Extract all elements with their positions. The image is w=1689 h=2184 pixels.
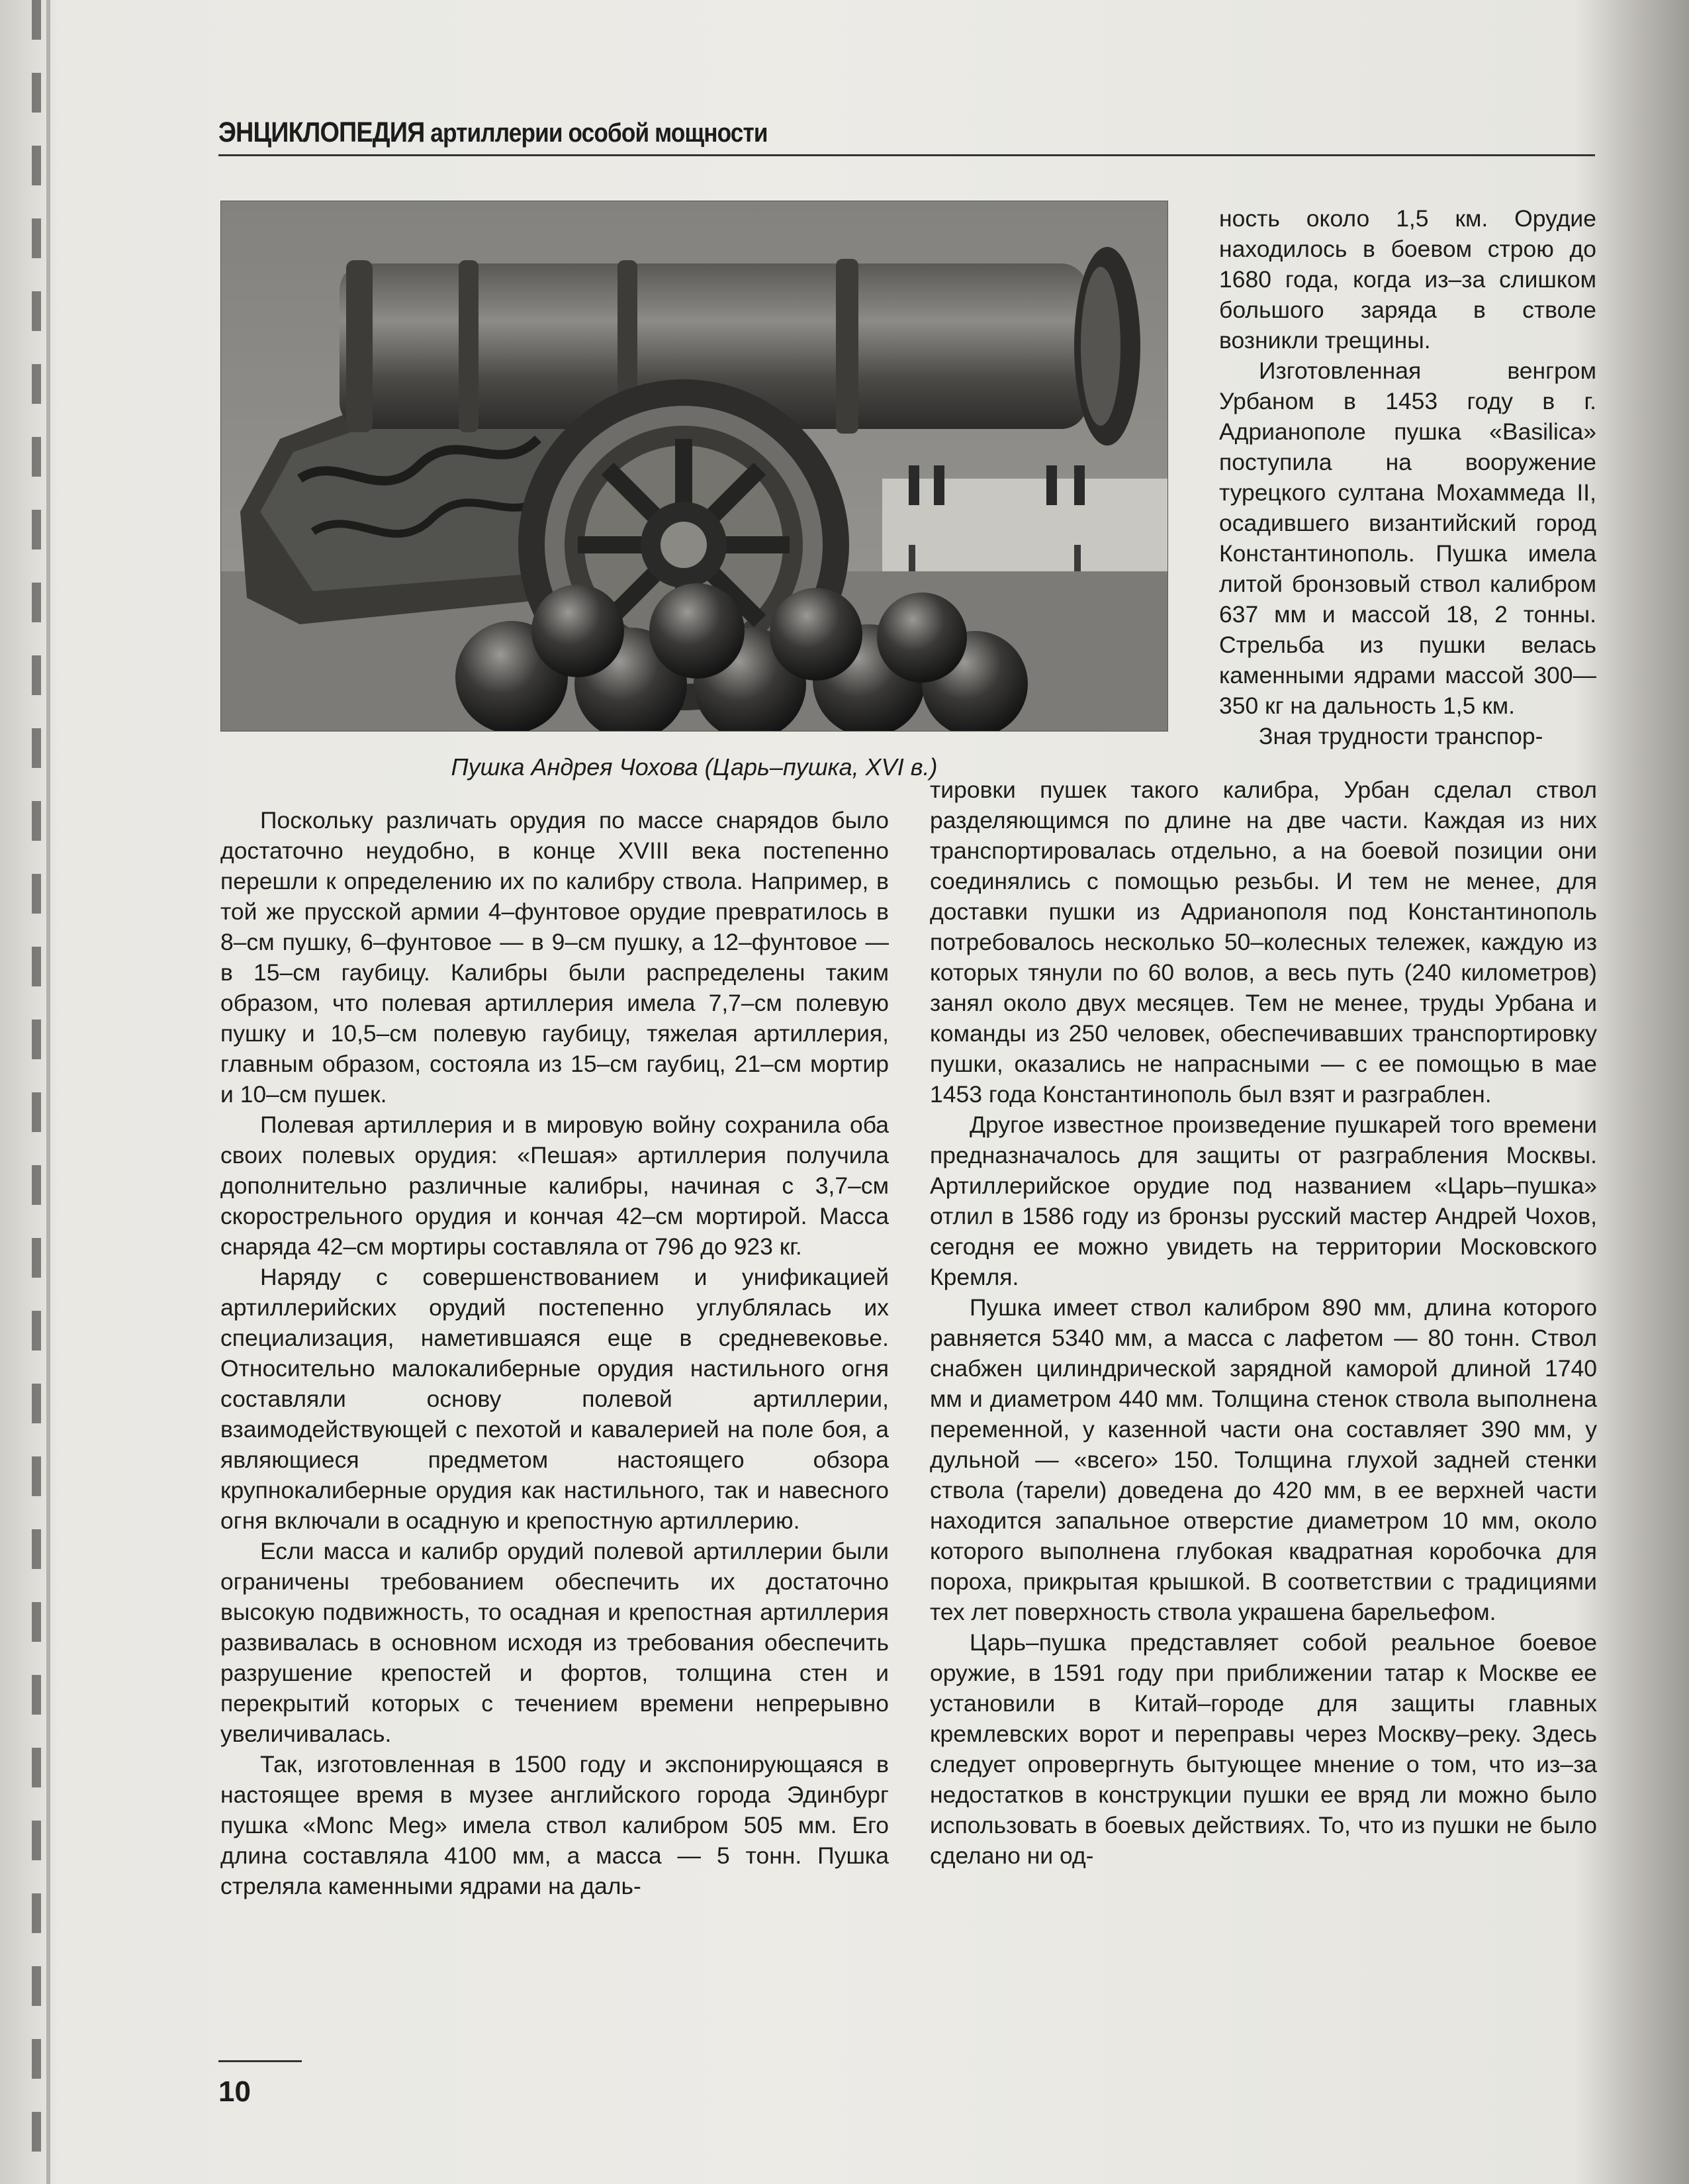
paragraph: Если масса и калибр орудий полевой артиллерии были ограничены требованием обеспечить их достаточно высокую подвижность, то осадная и крепостная артиллерия развивалась в основном исходя из требования обеспечить разрушение крепостей и фортов, толщина стен и перекрытий которых с течением времени непрерывно увеличивалась. <box>220 1538 889 1747</box>
header-title-bold: ЭНЦИКЛОПЕДИЯ <box>218 117 425 148</box>
paragraph: Другое известное произведение пушкарей того времени предназначалось для защиты от разграбления Москвы. Артиллерийское орудие под названием «Царь–пушка» отлил в 1586 году из бронзы русский мастер Андрей Чохов, сегодня ее можно увидеть на территории Московского Кремля. <box>930 1112 1597 1290</box>
book-spine-edge <box>46 0 50 2184</box>
paragraph: Наряду с совершенствованием и унификацией артиллерийских орудий постепенно углублялась их специализация, наметившаяся еще в средневековье. Относительно малокалиберные орудия настильного огня составляли основу полевой артиллерии, взаимодействующей с пехотой и кавалерией на поле боя, а являющиеся предметом настоящего обзора крупнокалиберные орудия как настильного, так и навесного огня включали в осадную и крепостную артиллерию. <box>220 1264 889 1534</box>
figure-caption: Пушка Андрея Чохова (Царь–пушка, XVI в.) <box>451 753 938 781</box>
right-column <box>930 775 1597 1871</box>
paragraph: Зная трудности транспор- <box>1259 723 1543 749</box>
tsar-cannon-photo <box>220 201 1168 732</box>
right-top-column <box>1219 203 1596 751</box>
paragraph: Царь–пушка представляет собой реальное боевое оружие, в 1591 году при приближении татар к Москве ее установили в Китай–городе для защиты главных кремлевских ворот и переправы через Москву–реку. Здесь следует опровергнуть бытующее мнение о том, что из–за недостатков в конструкции пушки ее вряд ли можно было использовать в боевых действиях. То, что из пушки не было сделано ни од- <box>930 1629 1597 1869</box>
paragraph: Полевая артиллерия и в мировую войну сохранила оба своих полевых орудия: «Пешая» артиллерия получила дополнительно различные калибры, начиная с 3,7–см скорострельного орудия и кончая 42–см мортирой. Масса снаряда 42–см мортиры составляла от 796 до 923 кг. <box>220 1112 889 1260</box>
paragraph: тировки пушек такого калибра, Урбан сделал ствол разделяющимся по длине на две части. Каждая из них транспортировалась отдельно, а на боевой позиции они соединялись с помощью резьбы. И тем не менее, для доставки пушки из Адрианополя под Константинополь потребовалось несколько 50–колесных тележек, каждую из которых тянули по 60 волов, а весь путь (240 километров) занял около двух месяцев. Тем не менее, труды Урбана и команды из 250 человек, обеспечивавших транспортировку пушки, оказались не напрасными — с ее помощью в мае 1453 года Константинополь был взят и разграблен. <box>930 777 1597 1108</box>
tsar-cannon-illustration <box>220 201 1168 732</box>
header-title-rest: артиллерии особой мощности <box>430 119 768 148</box>
running-header <box>218 113 1430 152</box>
left-column <box>220 805 889 1901</box>
paragraph: ность около 1,5 км. Орудие находилось в боевом строю до 1680 года, когда из–за слишком большого заряда в стволе возникли трещины. <box>1219 205 1596 354</box>
paragraph: Пушка имеет ствол калибром 890 мм, длина которого равняется 5340 мм, а масса с лафетом — 80 тонн. Ствол снабжен цилиндрической зарядной каморой длиной 1740 мм и диаметром 440 мм. Толщина стенок ствола выполнена переменной, у казенной части она составляет 390 мм, у дульной — «всего» 150. Толщина глухой задней стенки ствола (тарели) доведена до 420 мм, в ее верхней части находится запальное отверстие диаметром 10 мм, около которого выполнена глубокая квадратная коробочка для пороха, прикрытая крышкой. В соответствии с традициями тех лет поверхность ствола украшена барельефом. <box>930 1294 1597 1625</box>
page-number: 10 <box>218 2075 251 2108</box>
header-rule <box>218 154 1595 156</box>
paragraph: Поскольку различать орудия по массе снарядов было достаточно неудобно, в конце XVIII века постепенно перешли к определению их по калибру ствола. Например, в той же прусской армии 4–фунтовое орудие превратилось в 8–см пушку, 6–фунтовое — в 9–см пушку, а 12–фунтовое — в 15–см гаубицу. Калибры были распределены таким образом, что полевая артиллерия имела 7,7–см полевую пушку и 10,5–см полевую гаубицу, тяжелая артиллерия, главным образом, состояла из 15–см гаубиц, 21–см мортир и 10–см пушек. <box>220 807 889 1108</box>
paragraph: Изготовленная венгром Урбаном в 1453 году в г. Адрианополе пушка «Basilica» поступила на вооружение турецкого султана Мохаммеда II, осадившего византийский город Константинополь. Пушка имела литой бронзовый ствол калибром 637 мм и массой 18, 2 тонны. Стрельба из пушки велась каменными ядрами массой 300—350 кг на дальность 1,5 км. <box>1219 357 1596 719</box>
book-spine-shadow <box>32 0 41 2184</box>
paragraph: Так, изготовленная в 1500 году и экспонирующаяся в настоящее время в музее английского города Эдинбург пушка «Monс Meg» имела ствол калибром 505 мм. Его длина составляла 4100 мм, а масса — 5 тонн. Пушка стреляла каменными ядрами на даль- <box>220 1751 889 1899</box>
footer-rule <box>218 2060 302 2062</box>
